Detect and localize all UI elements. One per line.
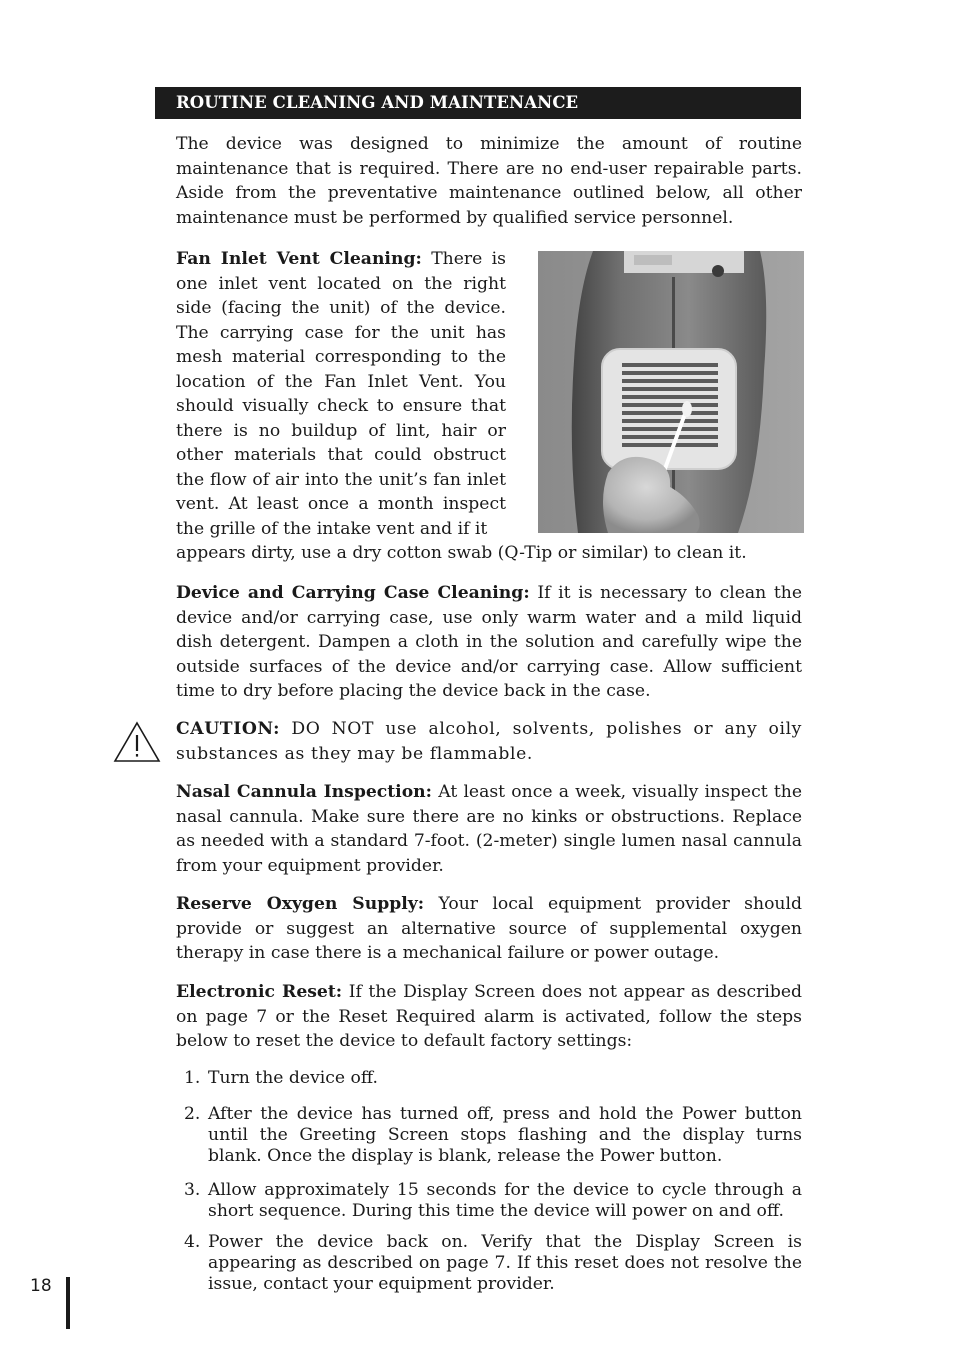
- nasal-cannula-section: [176, 780, 802, 878]
- nasal-heading: Nasal Cannula Inspection:: [176, 782, 433, 802]
- warning-triangle-icon: [113, 720, 161, 764]
- caution-body: DO NOT use alcohol, solvents, polishes or any oily substances as they may be flammable.: [176, 719, 802, 764]
- reset-heading: Electronic Reset:: [176, 982, 343, 1002]
- fan-inlet-body: There is one inlet vent located on the right side (facing the unit) of the device. The carrying case for the unit has mesh material corresponding to the location of the Fan Inlet Vent. You should visually check to ensure that there is no buildup of lint, hair or other materials that could obstruct the flow of air into the unit’s fan inlet vent. At least once a month inspect the grille of the intake vent and if it: [176, 249, 506, 539]
- reserve-heading: Reserve Oxygen Supply:: [176, 894, 425, 914]
- fan-inlet-vent-photo: [538, 251, 804, 533]
- intro-paragraph: The device was designed to minimize the amount of routine maintenance that is required. There are no end-user repairable parts. Aside from the preventative maintenance outlined below, all other maintenance must be performed by qualified service personnel.: [176, 134, 802, 228]
- list-item: 3. Allow approximately 15 seconds for the device to cycle through a short sequence. During this time the device will power on and off.: [184, 1180, 802, 1221]
- electronic-reset-section: [176, 980, 802, 1054]
- reset-body: If the Display Screen does not appear as described on page 7 or the Reset Required alarm is activated, follow the steps below to reset the device to default factory settings:: [176, 982, 802, 1051]
- list-item: 2. After the device has turned off, press and hold the Power button until the Greeting Screen stops flashing and the display turns blank. Once the display is blank, release the Power button.: [184, 1104, 802, 1166]
- caution-section: [176, 717, 802, 766]
- fan-inlet-paragraph: [176, 247, 506, 541]
- reserve-body: Your local equipment provider should provide or suggest an alternative source of supplemental oxygen therapy in case there is a mechanical failure or power outage.: [176, 894, 802, 963]
- list-item: 4. Power the device back on. Verify that the Display Screen is appearing as described on page 7. If this reset does not resolve the issue, contact your equipment provider.: [184, 1232, 802, 1294]
- device-case-section: [176, 581, 802, 704]
- fan-inlet-last-line: appears dirty, use a dry cotton swab (Q-Tip or similar) to clean it.: [176, 543, 747, 563]
- list-item: 1. Turn the device off.: [184, 1068, 378, 1088]
- page-number-rule: [66, 1277, 70, 1329]
- caution-heading: CAUTION:: [176, 719, 281, 739]
- section-title: ROUTINE CLEANING AND MAINTENANCE: [155, 87, 801, 119]
- device-case-body: If it is necessary to clean the device and/or carrying case, use only warm water and a mild liquid dish detergent. Dampen a cloth in the solution and carefully wipe the outside surfaces of the device and/or carrying case. Allow sufficient time to dry before placing the device back in the case.: [176, 583, 802, 701]
- nasal-body: At least once a week, visually inspect the nasal cannula. Make sure there are no kinks or obstructions. Replace as needed with a standard 7-foot. (2-meter) single lumen nasal cannula from your equipment provider.: [176, 782, 802, 876]
- device-case-heading: Device and Carrying Case Cleaning:: [176, 583, 530, 603]
- reserve-oxygen-section: [176, 892, 802, 966]
- fan-inlet-heading: Fan Inlet Vent Cleaning:: [176, 249, 422, 269]
- page-number: 18: [30, 1276, 52, 1296]
